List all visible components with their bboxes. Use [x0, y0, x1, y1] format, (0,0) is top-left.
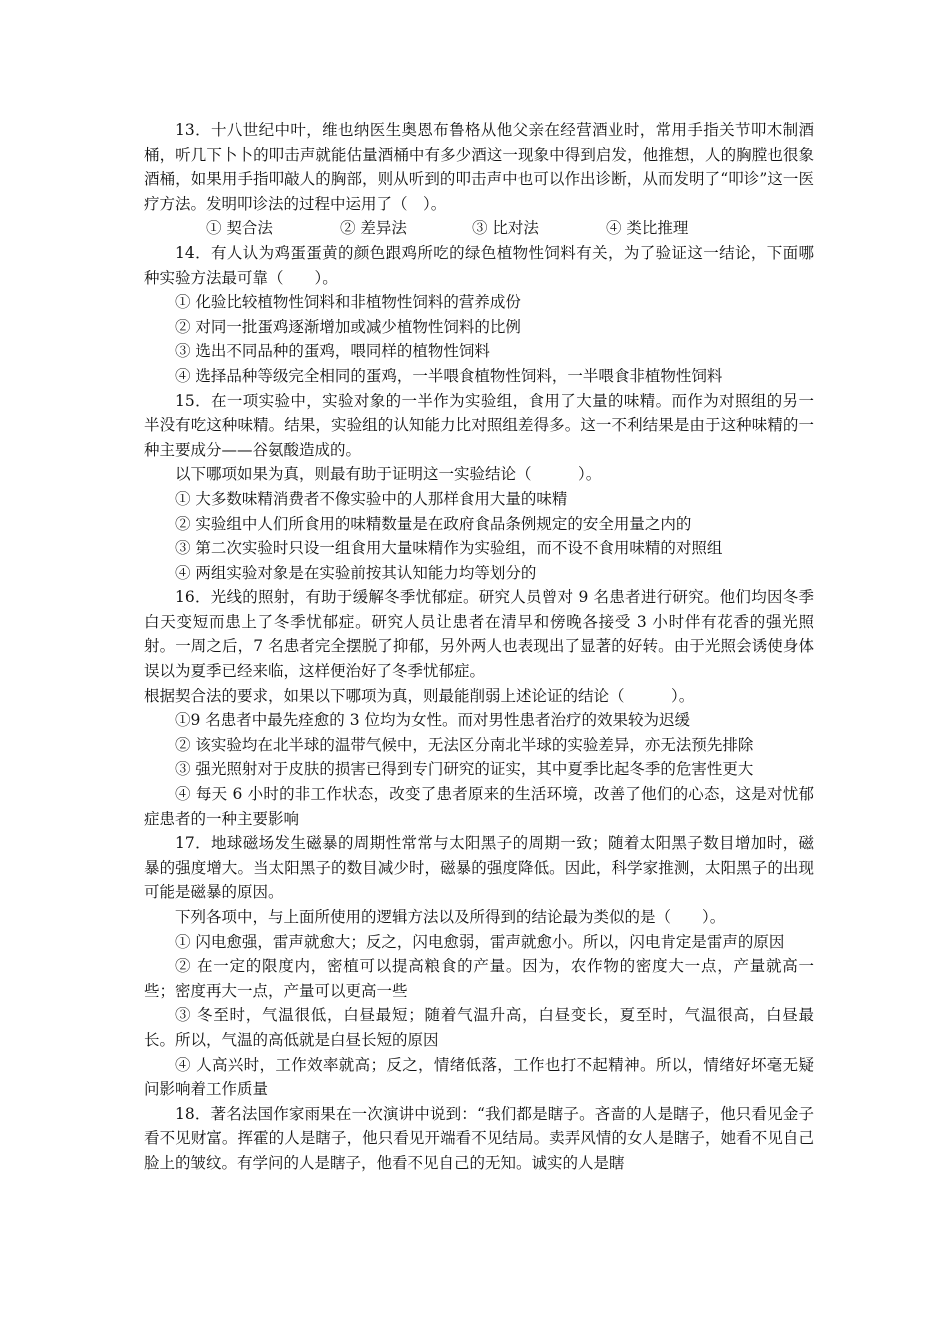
question-17-prompt: 下列各项中，与上面所使用的逻辑方法以及所得到的结论最为类似的是（ ）。 — [175, 908, 726, 926]
question-15-text: 15．在一项实验中，实验对象的一半作为实验组，食用了大量的味精。而作为对照组的另一半没有吃这种味精。结果，实验组的认知能力比对照组差得多。这一不利结果是由于这种味精的一种主要成分——谷氨酸造成的。 — [144, 391, 814, 459]
option: ①9 名患者中最先痊愈的 3 位均为女性。而对男性患者治疗的效果较为迟缓 — [175, 711, 691, 730]
option: ④ 人高兴时，工作效率就高；反之，情绪低落，工作也打不起精神。所以，情绪好坏毫无疑问影响着工作质量 — [144, 1055, 814, 1099]
option: ② 在一定的限度内，密植可以提高粮食的产量。因为，农作物的密度大一点，产量就高一些；密度再大一点，产量可以更高一些 — [144, 957, 814, 1000]
question-15-prompt: 以下哪项如果为真，则最有助于证明这一实验结论（ ）。 — [175, 465, 602, 484]
option: ④ 两组实验对象是在实验前按其认知能力均等划分的 — [175, 563, 537, 582]
question-17-text: 17．地球磁场发生磁暴的周期性常常与太阳黑子的周期一致；随着太阳黑子数目增加时，磁暴的强度增大。当太阳黑子的数目减少时，磁暴的强度降低。因此，科学家推测，太阳黑子的出现可能是磁暴的原因。 — [144, 834, 814, 902]
question-13-text: 13．十八世纪中叶，维也纳医生奥恩布鲁格从他父亲在经营酒业时，常用手指关节叩木制酒桶，听几下卜卜的叩击声就能估量酒桶中有多少酒这一现象中得到启发，他推想，人的胸膛也很象酒桶，如果用手指叩敲人的胸部，则从听到的叩击声中也可以作出诊断，从而发明了“叩诊”这一医疗方法。发明叩诊法的过程中运用了（ ）。 — [144, 121, 814, 213]
option: ① 闪电愈强，雷声就愈大；反之，闪电愈弱，雷声就愈小。所以，闪电肯定是雷声的原因 — [175, 932, 785, 951]
question-14-text: 14．有人认为鸡蛋蛋黄的颜色跟鸡所吃的绿色植物性饲料有关，为了验证这一结论，下面哪种实验方法最可靠（ ）。 — [144, 243, 814, 287]
question-16-prompt: 根据契合法的要求，如果以下哪项为真，则最能削弱上述论证的结论（ ）。 — [144, 686, 695, 705]
option: ③ 第二次实验时只设一组食用大量味精作为实验组，而不设不食用味精的对照组 — [175, 539, 723, 558]
question-18-text: 18．著名法国作家雨果在一次演讲中说到：“我们都是瞎子。吝啬的人是瞎子，他只看见金子看不见财富。挥霍的人是瞎子，他只看见开端看不见结局。卖弄风情的女人是瞎子，她看不见自己脸上的皱纹。有学问的人是瞎子，他看不见自己的无知。诚实的人是瞎 — [144, 1104, 814, 1172]
option: ② 对同一批蛋鸡逐渐增加或减少植物性饲料的比例 — [175, 317, 521, 336]
option: ② 实验组中人们所食用的味精数量是在政府食品条例规定的安全用量之内的 — [175, 514, 692, 533]
option: ① 化验比较植物性饲料和非植物性饲料的营养成份 — [175, 293, 521, 312]
option: ③ 强光照射对于皮肤的损害已得到专门研究的证实，其中夏季比起冬季的危害性更大 — [175, 760, 754, 779]
option: ④ 选择品种等级完全相同的蛋鸡，一半喂食植物性饲料，一半喂食非植物性饲料 — [175, 366, 723, 385]
document-page — [144, 118, 814, 1176]
option: ① 大多数味精消费者不像实验中的人那样食用大量的味精 — [175, 489, 568, 508]
option: ② 该实验均在北半球的温带气候中，无法区分南北半球的实验差异，亦无法预先排除 — [175, 735, 754, 754]
option: ③ 比对法 — [472, 219, 539, 238]
question-13-options — [144, 216, 814, 241]
option: ① 契合法 — [206, 219, 273, 238]
option: ③ 冬至时，气温很低，白昼最短；随着气温升高，白昼变长，夏至时，气温很高，白昼最长。所以，气温的高低就是白昼长短的原因 — [144, 1006, 814, 1049]
question-16-text: 16．光线的照射，有助于缓解冬季忧郁症。研究人员曾对 9 名患者进行研究。他们均因冬季白天变短而患上了冬季忧郁症。研究人员让患者在清早和傍晚各接受 3 小时伴有花香的强光照射。一周之后，7 名患者完全摆脱了抑郁，另外两人也表现出了显著的好转。由于光照会诱使身体误以为夏季已经来临，这样便治好了冬季忧郁症。 — [144, 588, 814, 681]
option: ④ 类比推理 — [606, 219, 689, 238]
option: ④ 每天 6 小时的非工作状态，改变了患者原来的生活环境，改善了他们的心态，这是对忧郁症患者的一种主要影响 — [144, 785, 814, 828]
option: ③ 选出不同品种的蛋鸡，喂同样的植物性饲料 — [175, 342, 490, 361]
option: ② 差异法 — [340, 219, 407, 238]
